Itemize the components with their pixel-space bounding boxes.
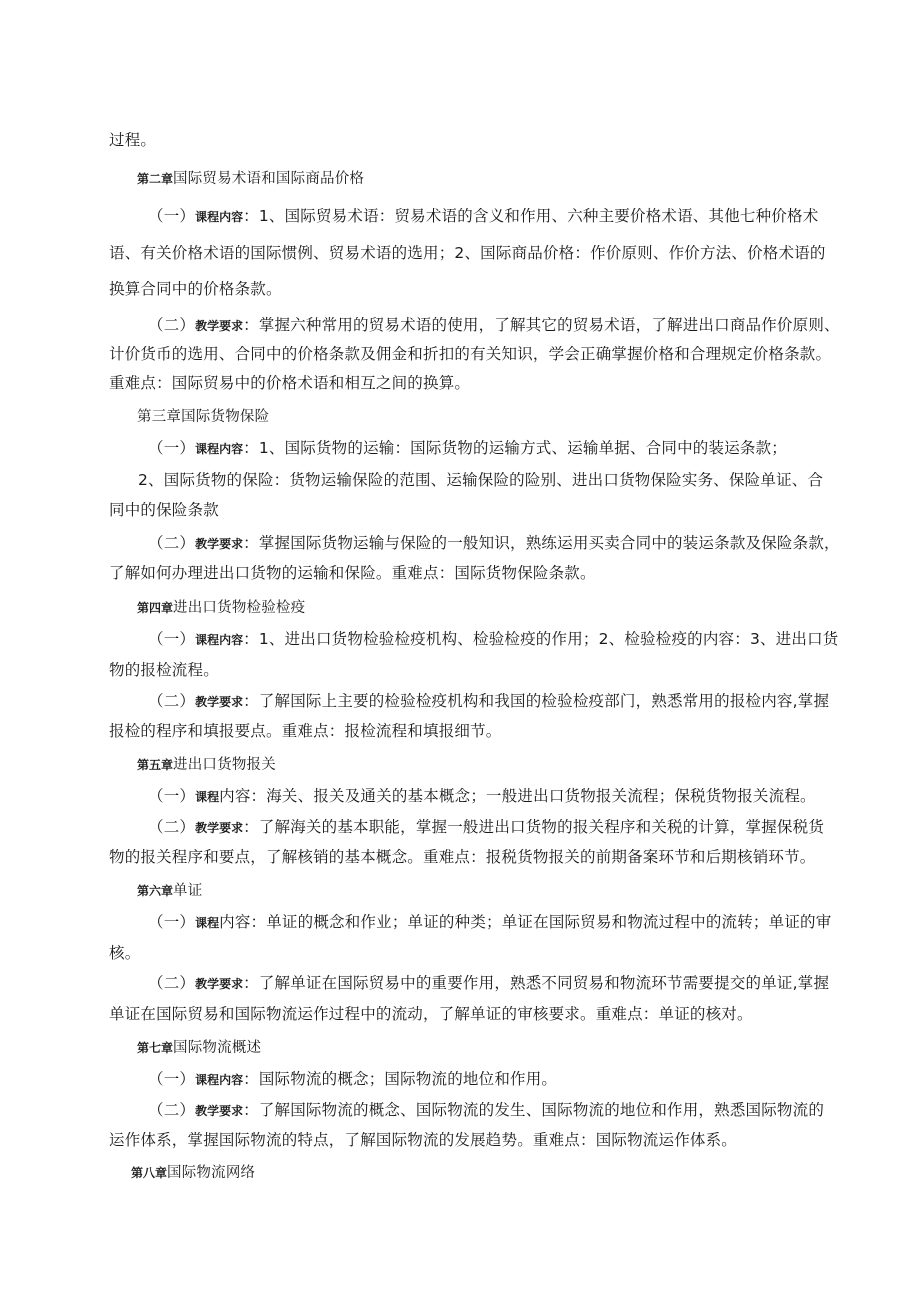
paragraph-line: 物的报关程序和要点，了解核销的基本概念。重难点：报税货物报关的前期备案环节和后期核销环节。 [109, 848, 816, 866]
chapter-heading: 第三章国际货物保险 [137, 409, 270, 425]
chapter-heading: 第八章国际物流网络 [131, 1165, 256, 1181]
paragraph-line: 运作体系，掌握国际物流的特点，了解国际物流的发展趋势。重难点：国际物流运作体系。 [109, 1131, 738, 1149]
paragraph-line: 语、有关价格术语的国际惯例、贸易术语的选用；2、国际商品价格：作价原则、作价方法、价格术语的 [109, 244, 826, 262]
paragraph-line: （一）课程内容：国际物流的概念；国际物流的地位和作用。 [148, 1070, 558, 1088]
chapter-heading: 第六章单证 [137, 883, 203, 899]
chapter-heading: 第四章进出口货物检验检疫 [137, 600, 306, 616]
paragraph-line: 核。 [109, 944, 141, 962]
paragraph-line: （二）教学要求：掌握国际货物运输与保险的一般知识，熟练运用买卖合同中的装运条款及保险条款， [148, 534, 840, 552]
paragraph-line: 过程。 [109, 131, 157, 149]
paragraph-line: （二）教学要求：了解单证在国际贸易中的重要作用，熟悉不同贸易和物流环节需要提交的单证,掌握 [148, 974, 830, 992]
paragraph-line: 换算合同中的价格条款。 [109, 280, 282, 298]
chapter-heading: 第五章进出口货物报关 [137, 757, 276, 773]
paragraph-line: 同中的保险条款 [109, 501, 219, 519]
paragraph-line: 物的报检流程。 [109, 661, 219, 679]
paragraph-line: 单证在国际贸易和国际物流运作过程中的流动，了解单证的审核要求。重难点：单证的核对。 [109, 1005, 753, 1023]
paragraph-line: 重难点：国际贸易中的价格术语和相互之间的换算。 [109, 374, 471, 392]
chapter-heading: 第二章国际贸易术语和国际商品价格 [137, 171, 365, 187]
paragraph-line: （二）教学要求：了解海关的基本职能，掌握一般进出口货物的报关程序和关税的计算，掌握保税货 [148, 818, 825, 836]
paragraph-line: （一）课程内容：1、国际贸易术语：贸易术语的含义和作用、六种主要价格术语、其他七种价格术 [148, 207, 819, 225]
paragraph-line: （一）课程内容：1、国际货物的运输：国际货物的运输方式、运输单据、合同中的装运条款； [148, 439, 787, 457]
paragraph-line: 计价货币的选用、合同中的价格条款及佣金和折扣的有关知识，学会正确掌握价格和合理规定价格条款。 [109, 345, 832, 363]
paragraph-line: 2、国际货物的保险：货物运输保险的范围、运输保险的险别、进出口货物保险实务、保险单证、合 [138, 471, 824, 489]
paragraph-line: （二）教学要求：了解国际物流的概念、国际物流的发生、国际物流的地位和作用，熟悉国际物流的 [148, 1101, 825, 1119]
paragraph-line: （一）课程内容：1、进出口货物检验检疫机构、检验检疫的作用；2、检验检疫的内容：3、进出口货 [148, 630, 839, 648]
paragraph-line: （二）教学要求：了解国际上主要的检验检疫机构和我国的检验检疫部门，熟悉常用的报检内容,掌握 [148, 692, 830, 710]
paragraph-line: （二）教学要求：掌握六种常用的贸易术语的使用，了解其它的贸易术语，了解进出口商品作价原则、 [148, 316, 840, 334]
chapter-heading: 第七章国际物流概述 [137, 1040, 262, 1056]
paragraph-line: 了解如何办理进出口货物的运输和保险。重难点：国际货物保险条款。 [109, 564, 596, 582]
paragraph-line: （一）课程内容：单证的概念和作业；单证的种类；单证在国际贸易和物流过程中的流转；单证的审 [148, 913, 832, 931]
paragraph-line: （一）课程内容：海关、报关及通关的基本概念；一般进出口货物报关流程；保税货物报关流程。 [148, 787, 816, 805]
paragraph-line: 报检的程序和填报要点。重难点：报检流程和填报细节。 [109, 722, 502, 740]
